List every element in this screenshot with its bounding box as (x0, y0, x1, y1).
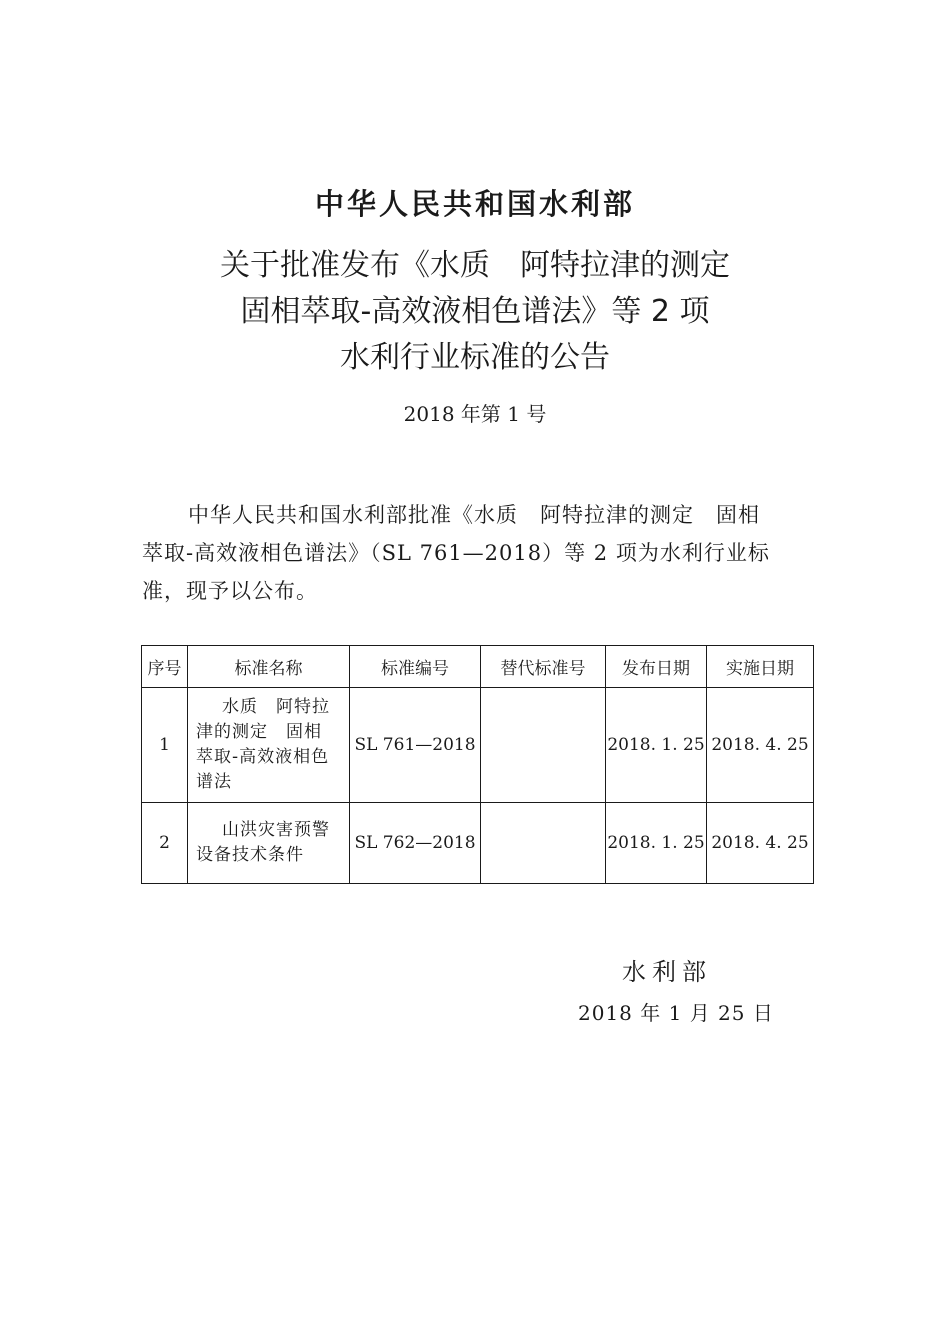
announcement-body (142, 496, 812, 610)
name-line: 山洪灾害预警 (222, 820, 330, 840)
cell-seq: 2 (142, 803, 188, 884)
announcement-title (0, 243, 950, 381)
signature-org: 水利部 (622, 958, 712, 986)
table-row (142, 803, 814, 884)
title-line-3: 水利行业标准的公告 (340, 340, 610, 375)
title-line-1: 关于批准发布《水质 阿特拉津的测定 (220, 248, 730, 283)
cell-name (188, 803, 350, 884)
body-line-2: 萃取-高效液相色谱法》（SL 761—2018）等 2 项为水利行业标 (142, 541, 770, 565)
header-name: 标准名称 (188, 646, 350, 688)
cell-code: SL 762—2018 (350, 803, 481, 884)
cell-code: SL 761—2018 (350, 688, 481, 803)
header-seq: 序号 (142, 646, 188, 688)
cell-name (188, 688, 350, 803)
name-line: 设备技术条件 (196, 845, 304, 865)
cell-seq: 1 (142, 688, 188, 803)
cell-publish-date: 2018. 1. 25 (606, 688, 707, 803)
name-line: 津的测定 固相 (196, 722, 322, 742)
standards-table (141, 645, 814, 884)
name-line: 萃取-高效液相色 (196, 747, 330, 767)
signature-date: 2018 年 1 月 25 日 (578, 1001, 774, 1025)
table-header-row (142, 646, 814, 688)
header-code: 标准编号 (350, 646, 481, 688)
issuer-heading: 中华人民共和国水利部 (314, 187, 635, 221)
cell-replaced (481, 688, 606, 803)
name-line: 谱法 (196, 772, 232, 792)
header-replaced: 替代标准号 (481, 646, 606, 688)
cell-replaced (481, 803, 606, 884)
header-effective-date: 实施日期 (707, 646, 814, 688)
cell-effective-date: 2018. 4. 25 (707, 803, 814, 884)
header-publish-date: 发布日期 (606, 646, 707, 688)
name-line: 水质 阿特拉 (222, 697, 330, 717)
body-line-3: 准，现予以公布。 (142, 579, 318, 603)
body-line-1: 中华人民共和国水利部批准《水质 阿特拉津的测定 固相 (188, 503, 760, 527)
cell-publish-date: 2018. 1. 25 (606, 803, 707, 884)
cell-effective-date: 2018. 4. 25 (707, 688, 814, 803)
title-line-2: 固相萃取-高效液相色谱法》等 2 项 (240, 294, 710, 329)
document-number: 2018 年第 1 号 (403, 402, 547, 426)
table-row (142, 688, 814, 803)
